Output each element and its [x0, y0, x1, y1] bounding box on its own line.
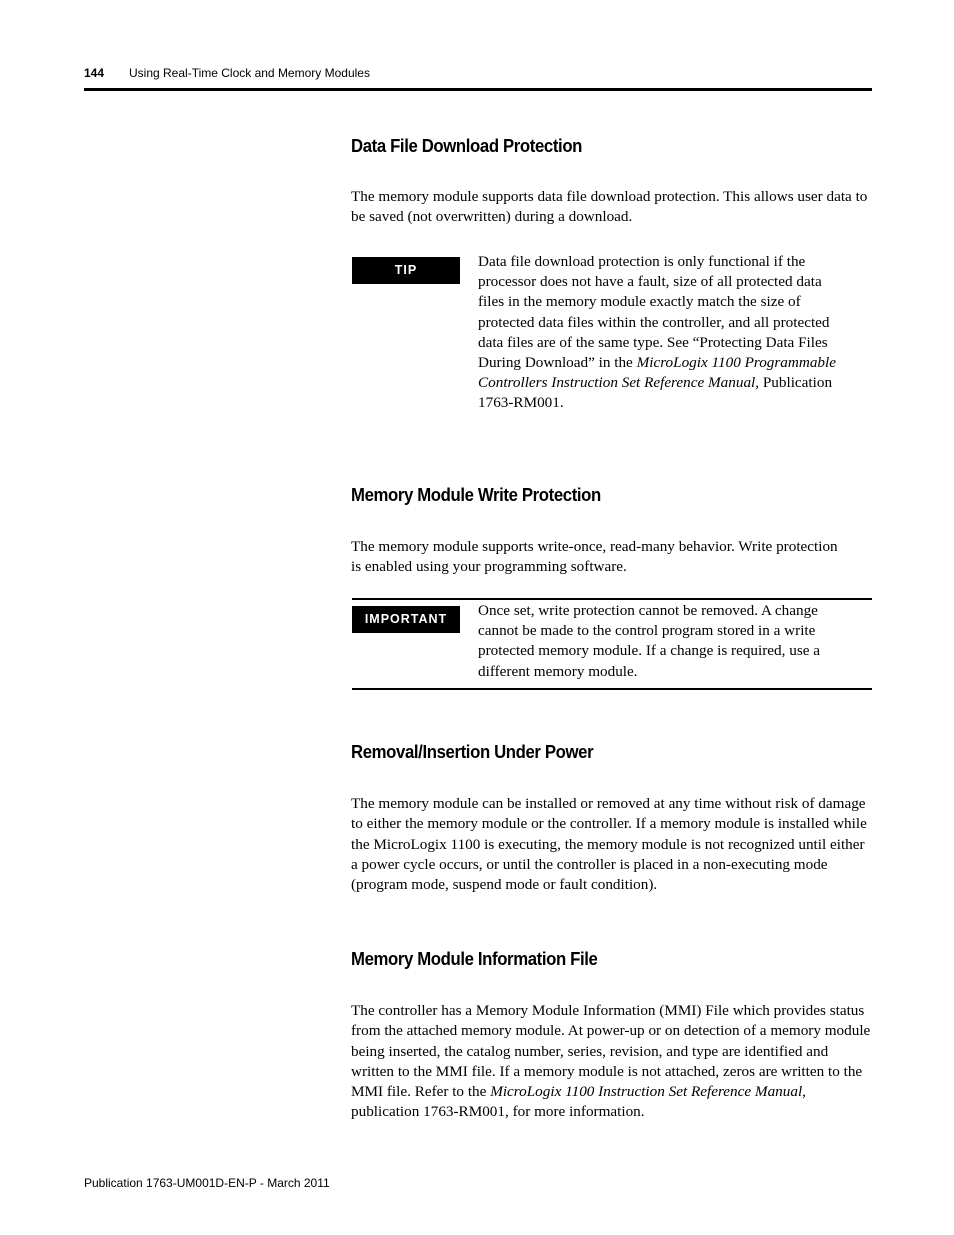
heading-removal-insertion: Removal/Insertion Under Power [351, 742, 594, 762]
header-rule [84, 88, 872, 91]
important-top-rule [352, 598, 872, 600]
important-text: Once set, write protection cannot be removed. A change cannot be made to the control program stored in a write protected memory module. If a change is required, use a different memory module. [478, 602, 821, 680]
page-number: 144 [84, 66, 105, 80]
body-write-protection: The memory module supports write-once, read-many behavior. Write protection is enabled using your programming software. [351, 538, 838, 576]
tip-label: TIP [352, 257, 460, 284]
tip-text-part-a: Data file download protection is only functional if the processor does not have a fault, size of all protected data files in the memory module exactly match the size of protected data files within the controller, and all protected data files are of the same type. See “Protecting Data Files During Download” in the [478, 253, 830, 372]
heading-information-file: Memory Module Information File [351, 949, 598, 969]
tip-text [478, 252, 838, 414]
footer-publication: Publication 1763-UM001D-EN-P - March 2011 [84, 1176, 330, 1190]
tip-text-part-b: , Publication 1763-RM001. [478, 374, 833, 412]
important-bottom-rule [352, 688, 872, 690]
chapter-title: Using Real-Time Clock and Memory Modules [129, 66, 370, 80]
info-text-manual-title: MicroLogix 1100 Instruction Set Reference Manual [490, 1083, 803, 1101]
heading-download-protection: Data File Download Protection [351, 136, 583, 156]
important-label: IMPORTANT [352, 606, 460, 633]
body-information-file [351, 1001, 873, 1123]
body-removal-insertion: The memory module can be installed or removed at any time without risk of damage to either the memory module or the controller. If a memory module is installed while the MicroLogix 1100 is executing, the memory module is not recognized until either a power cycle occurs, or until the controller is placed in a non-executing mode (program mode, suspend mode or fault condition). [351, 795, 867, 894]
body-download-protection: The memory module supports data file download protection. This allows user data to be saved (not overwritten) during a download. [351, 188, 868, 226]
info-text-part-a: The controller has a Memory Module Information (MMI) File which provides status from the attached memory module. At power-up or on detection of a memory module being inserted, the catalog number, series, revision, and type are identified and written to the MMI file. If a memory module is not attached, zeros are written to the MMI file. Refer to the [351, 1002, 871, 1101]
heading-write-protection: Memory Module Write Protection [351, 485, 601, 505]
info-text-part-b: , publication 1763-RM001, for more information. [351, 1083, 806, 1121]
tip-text-manual-title: MicroLogix 1100 Programmable Controllers Instruction Set Reference Manual [478, 354, 836, 392]
